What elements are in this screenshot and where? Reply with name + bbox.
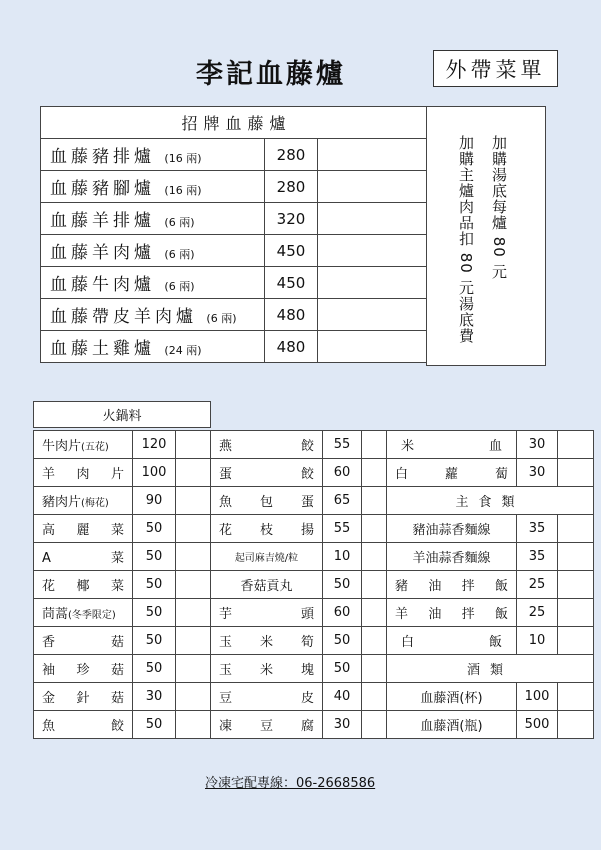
menu-item-price: 25 xyxy=(517,599,558,627)
signature-item-blank xyxy=(318,171,433,203)
ingredient-price: 50 xyxy=(133,599,176,627)
signature-item-price: 280 xyxy=(265,171,318,203)
signature-item-size: (6 兩) xyxy=(206,312,237,325)
menu-item-price: 35 xyxy=(517,515,558,543)
menu-item-blank xyxy=(558,571,594,599)
menu-item-price: 100 xyxy=(517,683,558,711)
ingredient-name: 玉米筍 xyxy=(211,627,323,655)
signature-item-blank xyxy=(318,235,433,267)
table-row xyxy=(34,431,219,459)
table-row xyxy=(211,711,405,739)
ingredient-cell xyxy=(34,571,133,599)
menu-item-name: 血藤酒(杯) xyxy=(387,683,517,711)
ingredient-cell xyxy=(34,459,133,487)
ingredient-name: 花枝揚 xyxy=(211,515,323,543)
ingredient-name: 高麗菜 xyxy=(42,523,124,538)
signature-item-blank xyxy=(318,203,433,235)
signature-item-name: 血藤牛肉爐 xyxy=(50,275,155,295)
hotpot-col3-table xyxy=(386,430,594,739)
ingredient-price: 50 xyxy=(133,655,176,683)
signature-hotpot-table xyxy=(40,106,433,363)
ingredient-price: 65 xyxy=(323,487,362,515)
ingredient-name: 袖珍菇 xyxy=(42,663,124,678)
signature-item-row xyxy=(41,235,433,267)
table-row xyxy=(211,459,405,487)
signature-item xyxy=(41,139,265,171)
signature-item-size: (16 兩) xyxy=(164,152,202,165)
restaurant-title: 李記血藤爐 xyxy=(196,59,346,90)
table-row xyxy=(211,487,405,515)
ingredient-note: (冬季限定) xyxy=(68,610,116,621)
signature-item-name: 血藤豬排爐 xyxy=(50,147,155,167)
signature-item-price: 320 xyxy=(265,203,318,235)
table-row xyxy=(211,571,405,599)
ingredient-price: 10 xyxy=(323,543,362,571)
table-row xyxy=(34,543,219,571)
table-row xyxy=(211,599,405,627)
ingredient-price: 60 xyxy=(323,459,362,487)
signature-item-name: 血藤羊排爐 xyxy=(50,211,155,231)
menu-item-name: 羊油拌飯 xyxy=(387,599,517,627)
hotpot-col2-table xyxy=(210,430,405,739)
menu-item-blank xyxy=(558,599,594,627)
ingredient-cell xyxy=(34,599,133,627)
table-row xyxy=(34,711,219,739)
menu-item-price: 500 xyxy=(517,711,558,739)
ingredient-price: 50 xyxy=(323,655,362,683)
signature-item-size: (24 兩) xyxy=(164,344,202,357)
signature-item-blank xyxy=(318,331,433,363)
menu-item-name: 白飯 xyxy=(387,627,517,655)
signature-item-blank xyxy=(318,299,433,331)
signature-item-blank xyxy=(318,139,433,171)
signature-item-price: 280 xyxy=(265,139,318,171)
table-row xyxy=(387,599,594,627)
add-on-note-box xyxy=(426,106,546,366)
table-row xyxy=(34,655,219,683)
ingredient-cell xyxy=(34,431,133,459)
ingredient-name: 起司麻吉燒/粒 xyxy=(211,543,323,571)
signature-item-row xyxy=(41,171,433,203)
signature-item-row xyxy=(41,203,433,235)
signature-item-name: 血藤帶皮羊肉爐 xyxy=(50,307,197,327)
hotpot-ingredients-title: 火鍋料 xyxy=(33,401,211,428)
ingredient-name: 芋頭 xyxy=(211,599,323,627)
ingredient-cell xyxy=(34,515,133,543)
table-row xyxy=(387,543,594,571)
ingredient-price: 55 xyxy=(323,515,362,543)
signature-heading-row xyxy=(41,107,433,139)
table-row xyxy=(211,543,405,571)
signature-item-price: 480 xyxy=(265,299,318,331)
table-row xyxy=(34,459,219,487)
signature-item xyxy=(41,203,265,235)
menu-item-price: 35 xyxy=(517,543,558,571)
ingredient-price: 50 xyxy=(323,571,362,599)
ingredient-name: 香菇貢丸 xyxy=(211,571,323,599)
ingredient-price: 55 xyxy=(323,431,362,459)
table-row xyxy=(34,599,219,627)
ingredient-price: 100 xyxy=(133,459,176,487)
ingredient-price: 40 xyxy=(323,683,362,711)
ingredient-name: 豆皮 xyxy=(211,683,323,711)
signature-item-size: (6 兩) xyxy=(164,280,195,293)
soup-base-note: 加購湯底每爐 80 元 xyxy=(490,135,508,280)
menu-item-name: 羊油蒜香麵線 xyxy=(387,543,517,571)
ingredient-cell xyxy=(34,487,133,515)
table-row xyxy=(387,627,594,655)
ingredient-name: 玉米塊 xyxy=(211,655,323,683)
ingredient-name: 凍豆腐 xyxy=(211,711,323,739)
menu-item-price: 30 xyxy=(517,459,558,487)
signature-item-name: 血藤羊肉爐 xyxy=(50,243,155,263)
table-row xyxy=(34,515,219,543)
table-row xyxy=(211,431,405,459)
alcohol-heading: 酒類 xyxy=(387,655,594,683)
ingredient-price: 90 xyxy=(133,487,176,515)
signature-item-row xyxy=(41,331,433,363)
ingredient-name: 茼蒿 xyxy=(42,607,69,622)
ingredient-cell xyxy=(34,683,133,711)
signature-item-price: 450 xyxy=(265,267,318,299)
signature-item-name: 血藤豬腳爐 xyxy=(50,179,155,199)
menu-item-price: 10 xyxy=(517,627,558,655)
ingredient-price: 50 xyxy=(133,627,176,655)
ingredient-price: 50 xyxy=(133,515,176,543)
signature-heading: 招牌血藤爐 xyxy=(41,107,433,139)
menu-item-price: 25 xyxy=(517,571,558,599)
table-row xyxy=(387,459,594,487)
menu-item-blank xyxy=(558,515,594,543)
table-row xyxy=(211,515,405,543)
ingredient-name: 牛肉片 xyxy=(42,439,82,454)
signature-item-row xyxy=(41,299,433,331)
signature-item xyxy=(41,267,265,299)
ingredient-cell xyxy=(34,655,133,683)
table-row xyxy=(34,683,219,711)
ingredient-name: 香菇 xyxy=(42,635,124,650)
menu-item-blank xyxy=(558,459,594,487)
signature-item xyxy=(41,331,265,363)
ingredient-note: (梅花) xyxy=(81,498,109,509)
table-row xyxy=(387,571,594,599)
table-row xyxy=(211,683,405,711)
takeout-menu-badge: 外帶菜單 xyxy=(433,50,558,87)
ingredient-note: (五花) xyxy=(81,442,109,453)
hotpot-col1-table xyxy=(33,430,219,739)
table-row xyxy=(34,627,219,655)
signature-item xyxy=(41,235,265,267)
section-row xyxy=(387,487,594,515)
menu-item-name: 血藤酒(瓶) xyxy=(387,711,517,739)
menu-item-blank xyxy=(558,683,594,711)
ingredient-name: 花椰菜 xyxy=(42,579,124,594)
table-row xyxy=(34,571,219,599)
signature-item-row xyxy=(41,139,433,171)
menu-item-price: 30 xyxy=(517,431,558,459)
signature-item xyxy=(41,171,265,203)
staple-food-heading: 主食類 xyxy=(387,487,594,515)
ingredient-price: 50 xyxy=(133,711,176,739)
signature-item-blank xyxy=(318,267,433,299)
signature-item-name: 血藤土雞爐 xyxy=(50,339,155,359)
menu-item-blank xyxy=(558,711,594,739)
menu-item-blank xyxy=(558,543,594,571)
menu-item-name: 白蘿蔔 xyxy=(387,459,517,487)
ingredient-price: 120 xyxy=(133,431,176,459)
ingredient-name: 魚餃 xyxy=(42,719,124,734)
table-row xyxy=(387,683,594,711)
ingredient-name: 魚包蛋 xyxy=(211,487,323,515)
ingredient-name: 蛋餃 xyxy=(211,459,323,487)
ingredient-price: 60 xyxy=(323,599,362,627)
ingredient-price: 50 xyxy=(133,571,176,599)
ingredient-cell xyxy=(34,543,133,571)
ingredient-price: 50 xyxy=(133,543,176,571)
signature-item xyxy=(41,299,265,331)
signature-item-row xyxy=(41,267,433,299)
signature-item-price: 480 xyxy=(265,331,318,363)
menu-item-blank xyxy=(558,627,594,655)
signature-item-size: (6 兩) xyxy=(164,248,195,261)
menu-item-name: 米血 xyxy=(387,431,517,459)
ingredient-name: 羊肉片 xyxy=(42,467,124,482)
ingredient-cell xyxy=(34,627,133,655)
ingredient-price: 30 xyxy=(133,683,176,711)
section-row xyxy=(387,655,594,683)
table-row xyxy=(387,515,594,543)
ingredient-name: 燕餃 xyxy=(211,431,323,459)
table-row xyxy=(34,487,219,515)
table-row xyxy=(211,627,405,655)
table-row xyxy=(387,431,594,459)
table-row xyxy=(387,711,594,739)
signature-item-size: (16 兩) xyxy=(164,184,202,197)
ingredient-price: 50 xyxy=(323,627,362,655)
frozen-delivery-hotline: 冷凍宅配專線：06-2668586 xyxy=(205,776,376,791)
ingredient-name: 金針菇 xyxy=(42,691,124,706)
ingredient-name: A菜 xyxy=(42,551,124,566)
main-pot-note: 加購主爐肉品扣 80 元湯底費 xyxy=(457,135,475,344)
menu-item-name: 豬油拌飯 xyxy=(387,571,517,599)
table-row xyxy=(211,655,405,683)
ingredient-price: 30 xyxy=(323,711,362,739)
signature-item-price: 450 xyxy=(265,235,318,267)
ingredient-name: 豬肉片 xyxy=(42,495,82,510)
menu-item-blank xyxy=(558,431,594,459)
menu-item-name: 豬油蒜香麵線 xyxy=(387,515,517,543)
ingredient-cell xyxy=(34,711,133,739)
signature-item-size: (6 兩) xyxy=(164,216,195,229)
